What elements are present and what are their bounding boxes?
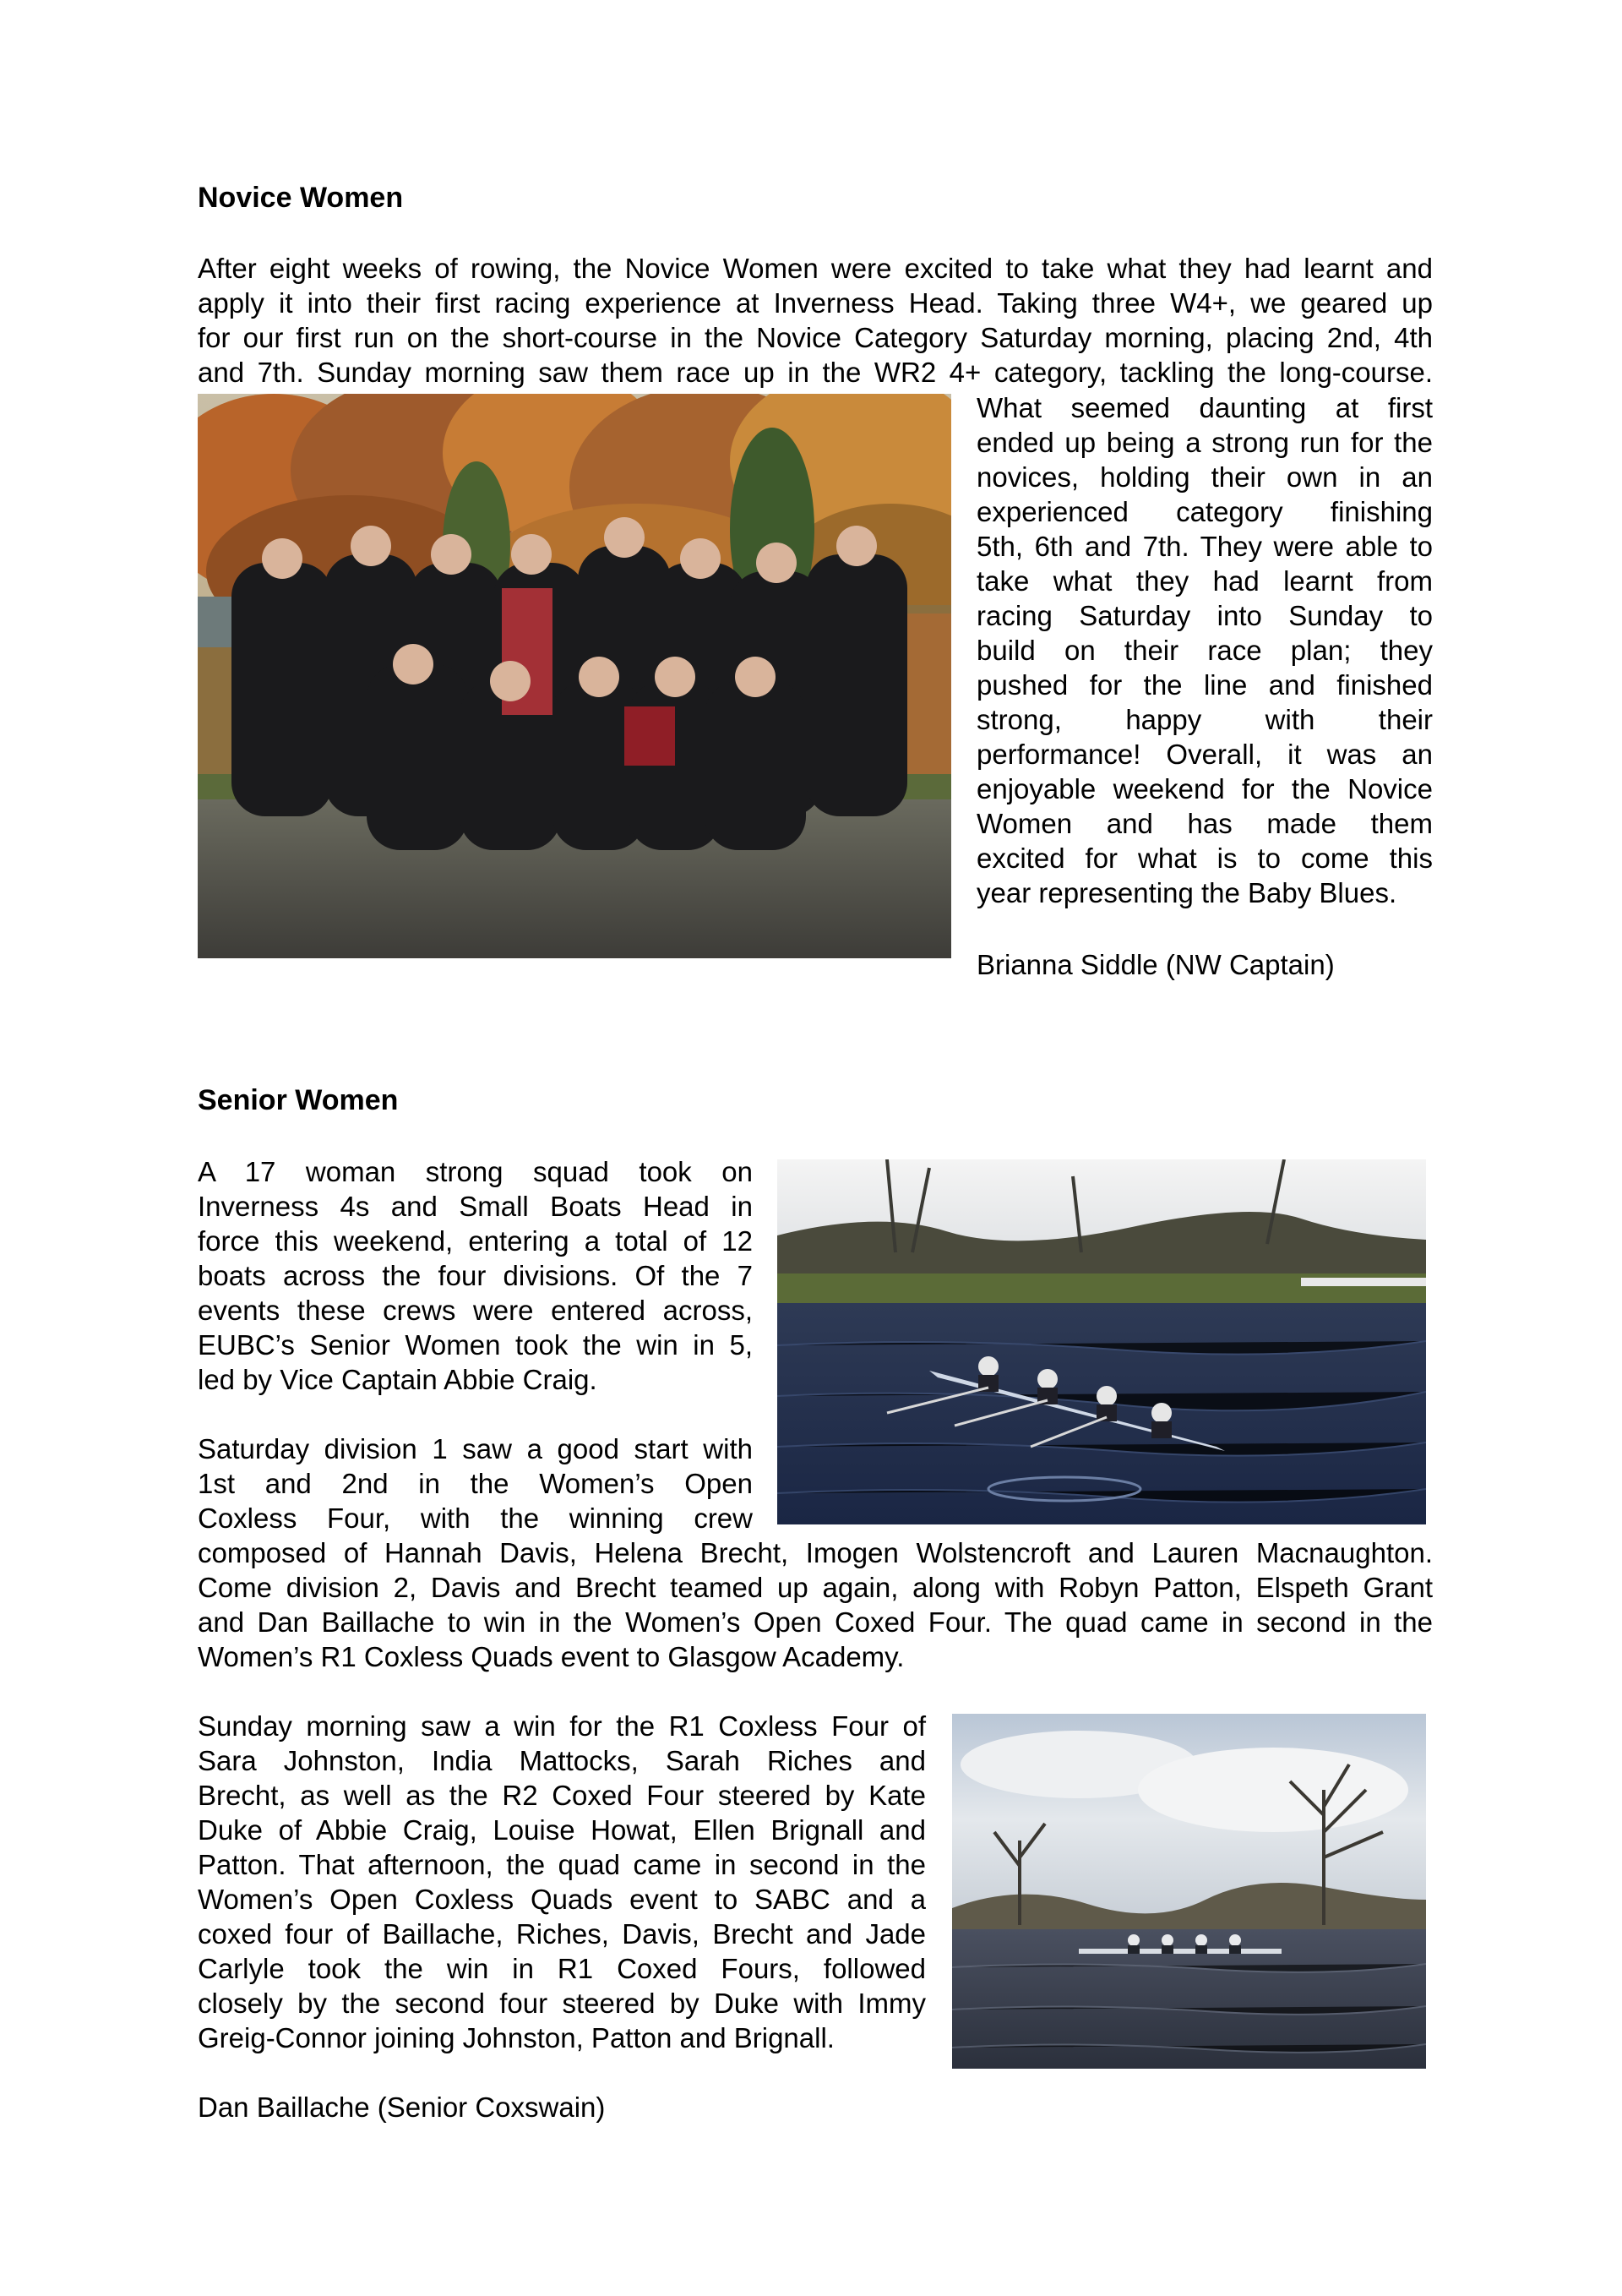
rowing-crew-photo [777,1159,1426,1524]
text-line: ended up being a strong run for the [977,427,1433,458]
text-line: Carlyle took the win in R1 Coxed Fours, followed [198,1953,926,1984]
senior-heading: Senior Women [198,1084,399,1116]
text-line: racing Saturday into Sunday to [977,600,1433,631]
senior-paragraph-1 [198,1154,753,1397]
text-line: Brecht, as well as the R2 Coxed Four steered by Kate [198,1780,926,1811]
text-line: A 17 woman strong squad took on [198,1156,753,1187]
text-line: Women’s R1 Coxless Quads event to Glasgow Academy. [198,1641,905,1672]
text-line: excited for what is to come this [977,843,1433,874]
text-line: for our first run on the short-course in the Novice Category Saturday morning, placing 2nd, 4th [198,322,1433,353]
text-line: 1st and 2nd in the Women’s Open [198,1468,753,1499]
text-line: year representing the Baby Blues. [977,877,1397,908]
text-line: and 7th. Sunday morning saw them race up in the WR2 4+ category, tackling the long-course. [198,357,1433,388]
text-line: force this weekend, entering a total of 12 [198,1225,753,1257]
text-line: enjoyable weekend for the Novice [977,773,1433,804]
text-line: strong, happy with their [977,704,1433,735]
senior-paragraph-2-full [198,1535,1433,1674]
text-line: closely by the second four steered by Duke with Immy [198,1988,926,2019]
novice-intro-paragraph [198,251,1433,390]
text-line: take what they had learnt from [977,565,1433,597]
text-line: events these crews were entered across, [198,1295,753,1326]
text-line: Coxless Four, with the winning crew [198,1502,753,1534]
senior-paragraph-2-side [198,1432,753,1535]
text-line: Women’s Open Coxless Quads event to SABC and a [198,1884,926,1915]
text-line: Women and has made them [977,808,1433,839]
text-line: composed of Hannah Davis, Helena Brecht, Imogen Wolstencroft and Lauren Macnaughton. [198,1537,1433,1568]
text-line: Saturday division 1 saw a good start with [198,1433,753,1464]
text-line: and Dan Baillache to win in the Women’s Open Coxed Four. The quad came in second in the [198,1606,1433,1638]
senior-signature: Dan Baillache (Senior Coxswain) [198,2091,606,2123]
text-line: performance! Overall, it was an [977,739,1433,770]
rowing-quad-photo [952,1714,1426,2069]
novice-side-paragraph [977,390,1433,910]
text-line: Come division 2, Davis and Brecht teamed up again, along with Robyn Patton, Elspeth Grant [198,1572,1433,1603]
text-line: experienced category finishing [977,496,1433,527]
text-line: Sunday morning saw a win for the R1 Coxless Four of [198,1710,926,1742]
text-line: build on their race plan; they [977,635,1433,666]
text-line: Greig-Connor joining Johnston, Patton and Brignall. [198,2022,835,2053]
text-line: Patton. That afternoon, the quad came in second in the [198,1849,926,1880]
novice-signature: Brianna Siddle (NW Captain) [977,949,1335,980]
team-group-photo [198,394,951,958]
text-line: After eight weeks of rowing, the Novice Women were excited to take what they had learnt and [198,253,1433,284]
text-line: pushed for the line and finished [977,669,1433,701]
text-line: Inverness 4s and Small Boats Head in [198,1191,753,1222]
text-line: boats across the four divisions. Of the 7 [198,1260,753,1291]
text-line: What seemed daunting at first [977,392,1433,423]
text-line: Duke of Abbie Craig, Louise Howat, Ellen Brignall and [198,1814,926,1846]
senior-paragraph-3 [198,1709,926,2055]
text-line: novices, holding their own in an [977,461,1433,493]
text-line: led by Vice Captain Abbie Craig. [198,1364,597,1395]
text-line: Sara Johnston, India Mattocks, Sarah Riches and [198,1745,926,1776]
novice-heading: Novice Women [198,182,404,214]
text-line: coxed four of Baillache, Riches, Davis, Brecht and Jade [198,1918,926,1950]
text-line: EUBC’s Senior Women took the win in 5, [198,1329,753,1361]
text-line: 5th, 6th and 7th. They were able to [977,531,1433,562]
text-line: apply it into their first racing experience at Inverness Head. Taking three W4+, we geared up [198,287,1433,319]
